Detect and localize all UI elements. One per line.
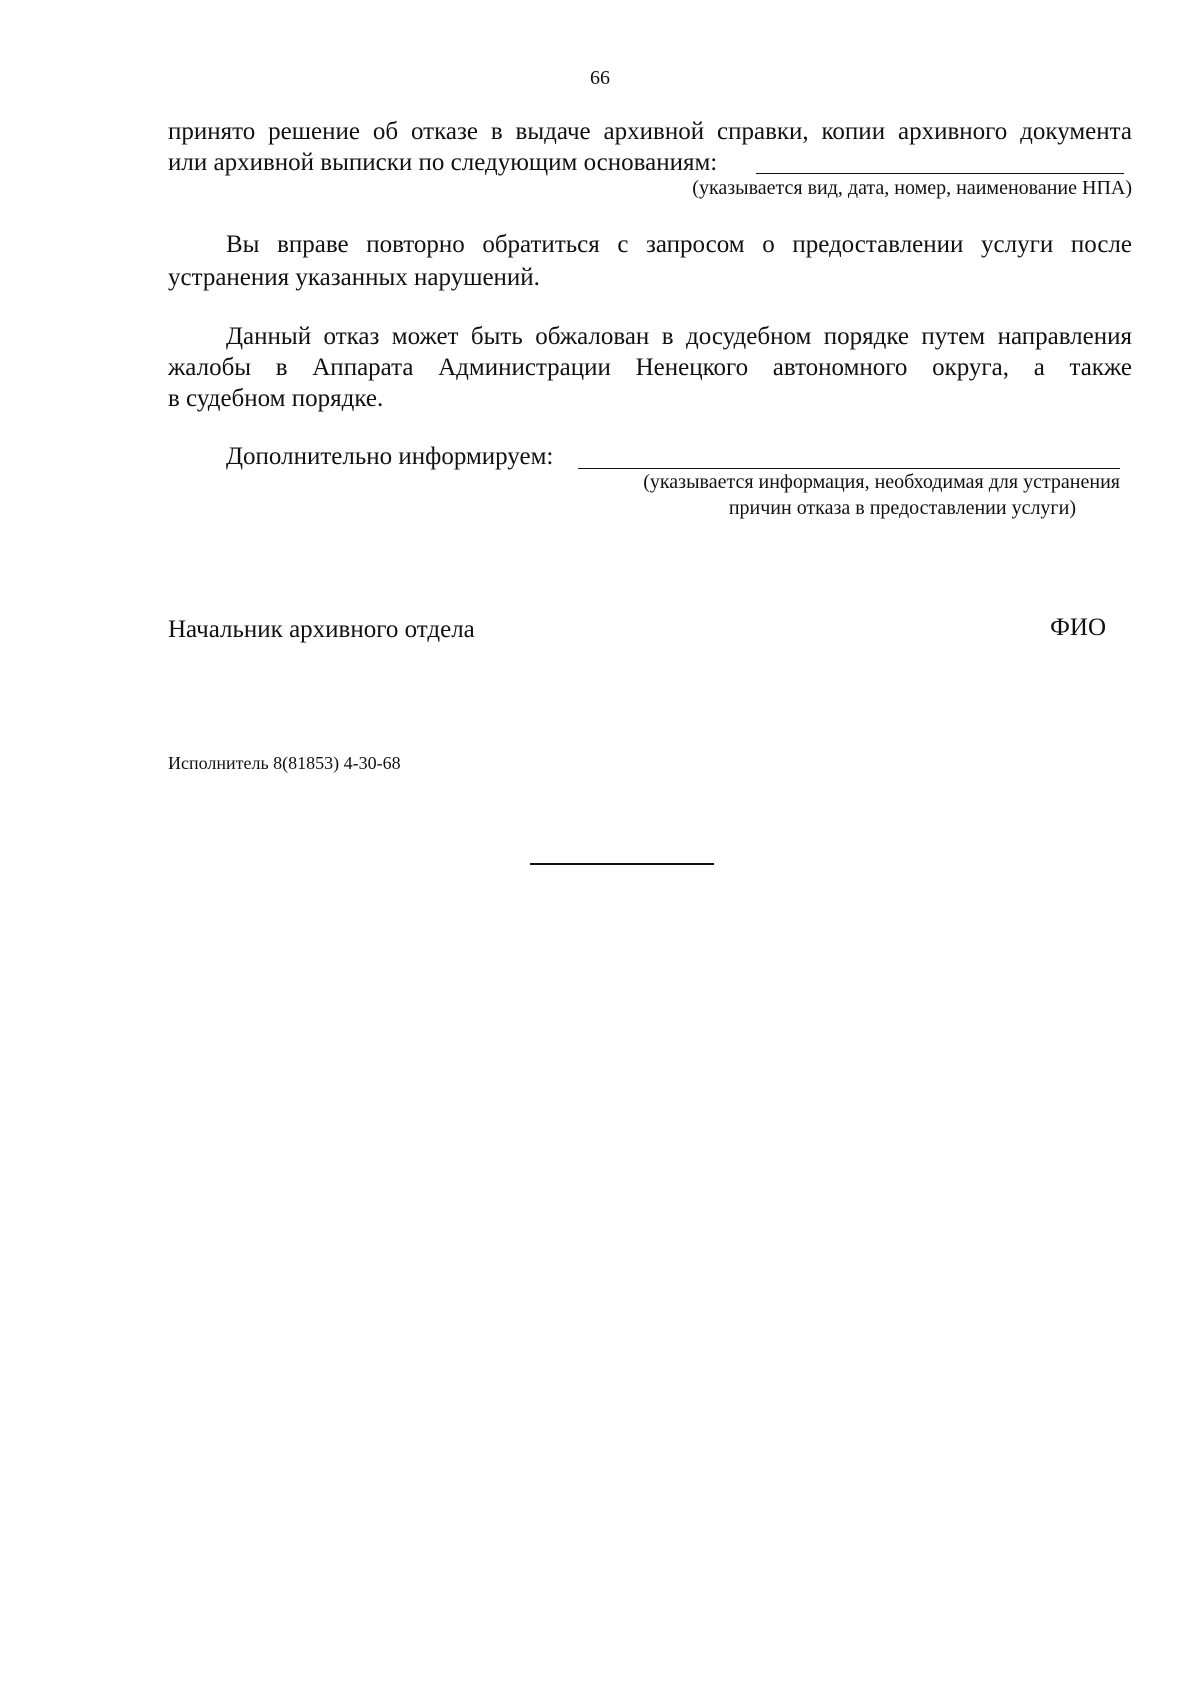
appeal-line-1: Данный отказ может быть обжалован в досудебном порядке путем направления bbox=[226, 323, 1132, 350]
end-rule bbox=[530, 863, 714, 865]
grounds-note: (указывается вид, дата, номер, наименование НПА) bbox=[692, 177, 1132, 199]
grounds-fill-line[interactable] bbox=[756, 172, 1124, 174]
additional-note-line-1: (указывается информация, необходимая для устранения bbox=[643, 471, 1120, 493]
appeal-line-2: жалобы в Аппарата Администрации Ненецкого автономного округа, а также bbox=[168, 354, 1132, 381]
page-number: 66 bbox=[590, 67, 610, 89]
signature-position: Начальник архивного отдела bbox=[168, 616, 475, 643]
signature-name: ФИО bbox=[1050, 614, 1106, 641]
appeal-line-3: в судебном порядке. bbox=[168, 385, 384, 412]
additional-label: Дополнительно информируем: bbox=[226, 443, 554, 470]
additional-fill-line[interactable] bbox=[578, 467, 1120, 469]
refusal-line-1: принято решение об отказе в выдаче архивной справки, копии архивного документа bbox=[168, 118, 1132, 145]
reapply-line-2: устранения указанных нарушений. bbox=[168, 264, 540, 291]
executor-contact: Исполнитель 8(81853) 4-30-68 bbox=[168, 753, 401, 773]
refusal-line-2 bbox=[168, 147, 717, 178]
additional-note-line-2: причин отказа в предоставлении услуги) bbox=[728, 497, 1076, 519]
refusal-line-2-text: или архивной выписки по следующим основаниям: bbox=[168, 149, 718, 176]
reapply-line-1: Вы вправе повторно обратиться с запросом о предоставлении услуги после bbox=[226, 231, 1132, 258]
